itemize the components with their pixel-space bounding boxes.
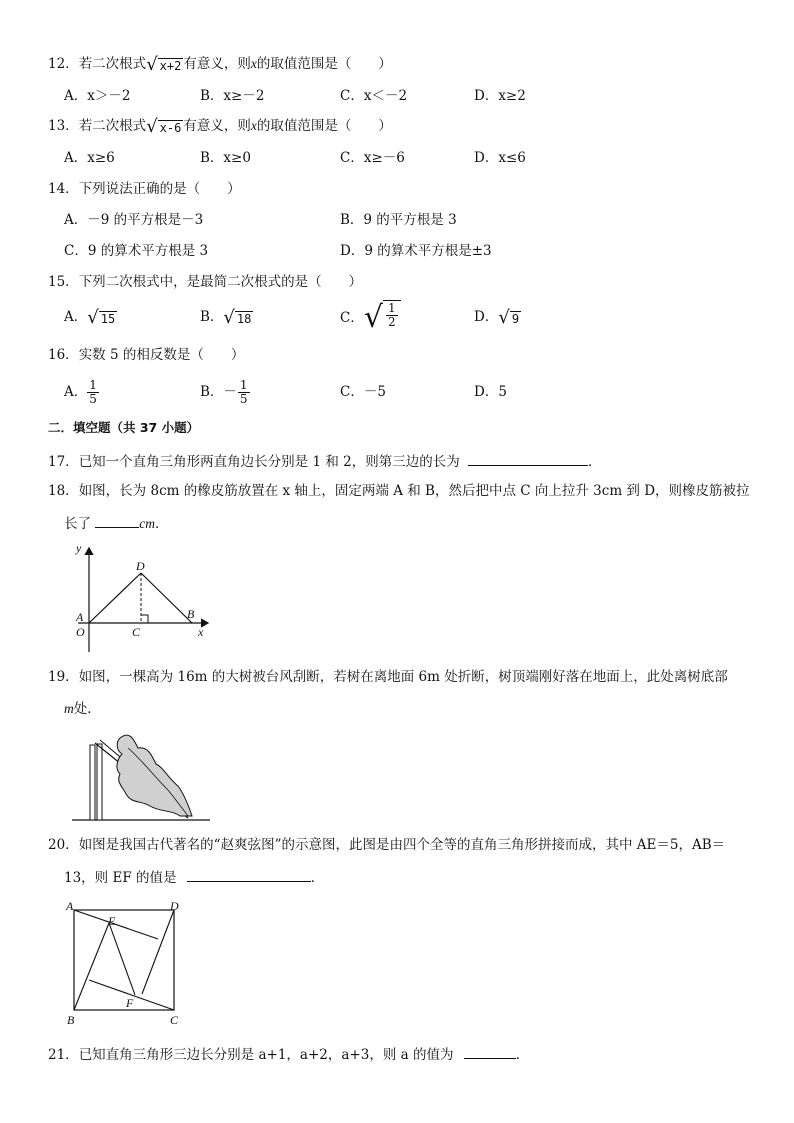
option-a[interactable]: A． $\frac{1}{5}$ [64,377,97,406]
outer-square [74,910,174,1010]
option-d[interactable]: D．x≥2 [474,88,526,104]
segment-ad [89,573,141,623]
option-b[interactable]: B．x≥0 [200,150,251,166]
label-o: O [76,625,85,639]
label-a: A [66,899,74,913]
question-text: 若二次根式 [78,56,147,72]
question-14-stem: 14．下列说法正确的是（ ） [48,181,241,197]
question-19-stem: 19．如图，一棵高为 16m 的大树被台风刮断，若树在离地面 6m 处折断，树顶端刚好落在地面上，此处离树底部 [48,669,728,685]
label-d: D [136,559,145,573]
question-20-line2: 13，则 EF 的值是 ． [64,867,324,887]
question-20-stem: 20．如图是我国古代著名的“赵爽弦图”的示意图，此图是由四个全等的直角三角形拼接而成，其中 AE＝5，AB＝ [48,837,726,853]
answer-blank[interactable] [468,451,588,466]
question-number: 17． [48,454,79,470]
question-18-stem: 18．如图，长为 8cm 的橡皮筋放置在 x 轴上，固定两端 A 和 B，然后把中点 C 向上拉升 3cm 到 D，则橡皮筋被拉 [48,483,750,499]
label-e: E [108,914,116,928]
option-b[interactable]: B． － $\frac{1}{5}$ [200,377,248,406]
option-c[interactable]: C．x≥－6 [340,150,405,166]
option-c[interactable]: C．x＜－2 [340,88,408,104]
sqrt-expression: √ 15 [87,306,116,328]
option-a[interactable]: A．－9 的平方根是－3 [64,212,204,228]
option-d[interactable]: D．x≤6 [474,150,526,166]
question-15-stem: 15．下列二次根式中，是最简二次根式的是（ ） [48,274,363,290]
sqrt-expression: √ x-6 [146,115,182,137]
answer-blank[interactable] [95,513,139,528]
question-16-stem: 16．实数 5 的相反数是（ ） [48,347,245,363]
answer-blank[interactable] [187,867,311,882]
label-d: D [170,899,179,913]
sqrt-expression: √ x+2 [146,53,182,75]
question-number: 12． [48,56,79,72]
label-f: F [126,996,134,1010]
label-c: C [132,625,141,639]
label-b: B [187,607,195,621]
option-d[interactable]: D． √ 9 [474,306,520,328]
question-number: 20． [48,837,79,853]
option-b[interactable]: B． √ 18 [200,306,252,328]
question-number: 18． [48,483,79,499]
option-c[interactable]: C． √ $\frac{1}{2}$ [340,298,401,338]
question-12-stem: 12．若二次根式 √ x+2 有意义，则x的取值范围是（ ） [48,53,392,75]
question-number: 14． [48,181,79,197]
question-17-stem: 17．已知一个直角三角形两直角边长分别是 1 和 2，则第三边的长为 ． [48,451,602,471]
option-d[interactable]: D．5 [474,384,507,400]
answer-blank[interactable] [464,1044,516,1059]
question-number: 16． [48,347,79,363]
tree-trunk-right [97,744,102,820]
option-d[interactable]: D．9 的算术平方根是±3 [340,243,492,259]
label-a: A [76,610,84,624]
section-heading: 二．填空题（共 37 小题） [48,420,200,435]
label-x: x [198,625,204,639]
question-18-line2: 长了 cm． [64,513,169,533]
line-a-to-inner [74,910,158,939]
sqrt-expression: √ 9 [498,306,520,328]
option-a[interactable]: A．x≥6 [64,150,115,166]
segment-db [141,573,192,623]
sqrt-expression: √ 18 [223,306,252,328]
option-b[interactable]: B．x≥－2 [200,88,265,104]
tree-trunk [90,745,95,820]
option-b[interactable]: B．9 的平方根是 3 [340,212,457,228]
question-21-stem: 21．已知直角三角形三边长分别是 a+1，a+2，a+3，则 a 的值为 ． [48,1044,529,1064]
option-c[interactable]: C．－5 [340,384,386,400]
right-angle-mark [141,615,148,623]
question-number: 15． [48,274,79,290]
option-c[interactable]: C．9 的算术平方根是 3 [64,243,209,259]
q20-zhao-shuang-figure [62,896,188,1030]
fraction: $\frac{1}{5}$ [89,377,97,406]
line-d-to-inner [142,910,174,994]
segment-ef [109,923,135,995]
label-y: y [76,541,82,555]
fraction: $\frac{1}{5}$ [239,377,248,406]
question-19-line2: m处． [64,701,101,717]
q19-broken-tree-figure [68,728,214,824]
question-13-stem: 13．若二次根式 √ x-6 有意义，则x的取值范围是（ ） [48,115,392,137]
question-number: 19． [48,669,79,685]
q18-coordinate-figure [68,540,216,652]
sqrt-fraction-expression: √ $\frac{1}{2}$ [364,300,401,336]
line-b-to-e [74,923,109,1010]
question-number: 21． [48,1047,79,1063]
label-b: B [67,1013,75,1027]
fraction: $\frac{1}{2}$ [387,301,396,329]
label-c: C [170,1013,179,1027]
option-a[interactable]: A． √ 15 [64,306,116,328]
question-number: 13． [48,118,79,134]
option-a[interactable]: A．x＞－2 [64,88,131,104]
